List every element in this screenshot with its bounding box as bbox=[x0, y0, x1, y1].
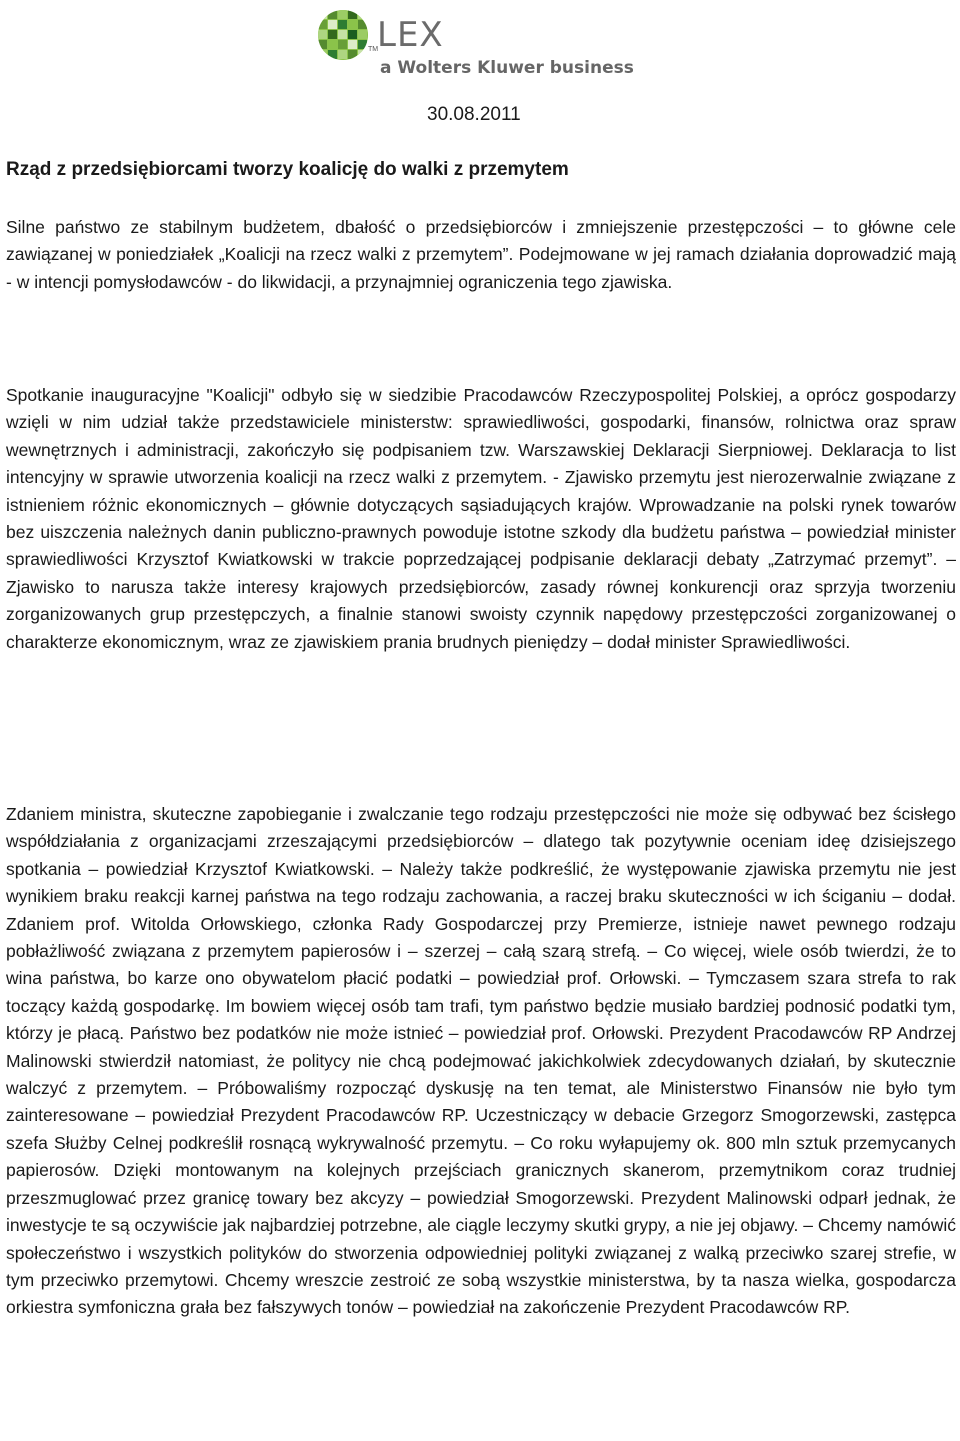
lead-paragraph: Silne państwo ze stabilnym budżetem, dbałość o przedsiębiorców i zmniejszenie przestępczości – to główne cele zawiązanej w poniedziałek „Koalicji na rzecz walki z przemytem”. Podejmowane w jej ramach działania doprowadzić mają - w intencji pomysłodawców - do likwidacji, a przynajmniej ograniczenia tego zjawiska. bbox=[6, 217, 956, 292]
document-date: 30.08.2011 bbox=[427, 104, 521, 125]
logo-grid-icon bbox=[316, 8, 370, 62]
body-paragraph: Zdaniem ministra, skuteczne zapobieganie i zwalczanie tego rodzaju przestępczości nie może się odbywać bez ścisłego współdziałania z organizacjami zrzeszającymi przedsiębiorców – dlatego tak pozytywnie oceniam ideę dzisiejszego spotkania – powiedział Krzysztof Kwiatkowski. – Należy także podkreślić, że występowanie zjawiska przemytu nie jest wynikiem braku reakcji karnej państwa na tego rodzaju zachowania, a raczej braku skuteczności w ich ściganiu – dodał. Zdaniem prof. Witolda Orłowskiego, członka Rady Gospodarczej przy Premierze, istnieje nawet pewnego rodzaju pobłażliwość związana z przemytem papierosów i – szerzej – całą szarą strefą. – Co więcej, wiele osób twierdzi, że to wina państwa, bo karze ono obywatelom płacić podatki – powiedział prof. Orłowski. – Tymczasem szara strefa to rak toczący każdą gospodarkę. Im bowiem więcej osób tam trafi, tym państwo będzie musiało bardziej podnosić podatki tym, którzy je płacą. Państwo bez podatków nie może istnieć – powiedział prof. Orłowski. Prezydent Pracodawców RP Andrzej Malinowski stwierdził natomiast, że politycy nie chcą podejmować jakichkolwiek zdecydowanych działań, by skutecznie walczyć z przemytem. – Próbowaliśmy rozpocząć dyskusję na ten temat, ale Ministerstwo Finansów nie było tym zainteresowane – powiedział Prezydent Pracodawców RP. Uczestniczący w debacie Grzegorz Smogorzewski, zastępca szefa Służby Celnej podkreślił rosnącą wykrywalność przemytu. – Co roku wyłapujemy ok. 800 mln sztuk przemycanych papierosów. Dzięki montowanym na kolejnych przejściach granicznych skanerom, przemytnikom coraz trudniej przeszmuglować przez granicę towary bez akcyzy – powiedział Smogorzewski. Prezydent Malinowski odparł jednak, że inwestycje te są oczywiście jak najbardziej potrzebne, ale ciągle leczymy skutki grypy, a nie jej objawy. – Chcemy namówić społeczeństwo i wszystkich polityków do stworzenia odpowiedniej polityki związanej z walką przeciwko szarej strefie, w tym przeciwko przemytowi. Chcemy wreszcie zestroić ze sobą wszystkie ministerstwa, by ta nasza wielka, gospodarcza orkiestra symfoniczna grała bez fałszywych tonów – powiedział na zakończenie Prezydent Pracodawców RP. bbox=[6, 804, 956, 1318]
article-title: Rząd z przedsiębiorcami tworzy koalicję do walki z przemytem bbox=[6, 159, 569, 180]
lex-logo bbox=[316, 8, 634, 82]
logo-name: LEX bbox=[377, 15, 444, 55]
logo-trademark: TM bbox=[368, 46, 379, 53]
page-header bbox=[0, 0, 960, 90]
logo-tagline: a Wolters Kluwer business bbox=[380, 58, 634, 78]
body-paragraph: Spotkanie inauguracyjne "Koalicji" odbyło się w siedzibie Pracodawców Rzeczypospolitej Polskiej, a oprócz gospodarzy wzięli w nim udział także przedstawiciele ministerstw: sprawiedliwości, gospodarki, finansów, rolnictwa oraz spraw wewnętrznych i administracji, zakończyło się podpisaniem tzw. Warszawskiej Deklaracji Sierpniowej. Deklaracja to list intencyjny w sprawie utworzenia koalicji na rzecz walki z przemytem. - Zjawisko przemytu jest nierozerwalnie związane z istnieniem różnic ekonomicznych – głównie dotyczących sąsiadujących krajów. Wprowadzanie na polski rynek towarów bez uiszczenia należnych danin publiczno-prawnych powoduje istotne szkody dla budżetu państwa – powiedział minister sprawiedliwości Krzysztof Kwiatkowski w trakcie poprzedzającej podpisanie deklaracji debaty „Zatrzymać przemyt”. – Zjawisko to narusza także interesy krajowych przedsiębiorców, zasady równej konkurencji oraz sprzyja tworzeniu zorganizowanych grup przestępczych, a finalnie stanowi swoisty czynnik napędowy przestępczości zorganizowanej o charakterze ekonomicznym, wraz ze zjawiskiem prania brudnych pieniędzy – dodał minister Sprawiedliwości. bbox=[6, 385, 956, 652]
